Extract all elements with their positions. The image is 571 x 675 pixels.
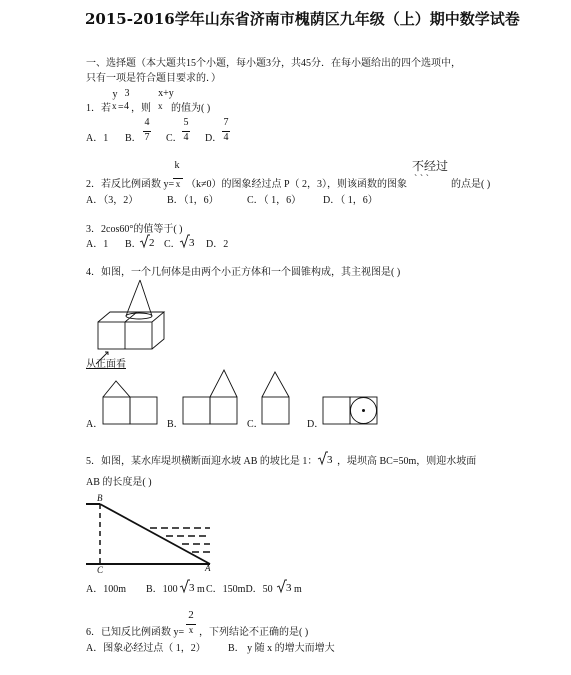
q6-frac-den: x [186, 624, 196, 635]
q2-option-d: D．（ 1，6） [323, 195, 378, 206]
q6-frac-num: 2 [188, 609, 194, 621]
q4-option-d: D． [307, 419, 325, 430]
q1-option-b-den: 7 [144, 132, 150, 143]
q4-option-a: A． [86, 419, 104, 430]
q2-k-num: k [174, 160, 180, 171]
q1-eq: = [118, 102, 124, 113]
q4-option-a-figure [100, 368, 160, 428]
q2-option-c: C．（ 1，6） [247, 195, 302, 206]
q4-option-c: C． [247, 419, 264, 430]
q5-dam-figure [86, 500, 236, 570]
section-heading-line2: 只有一项是符合题目要求的．） [86, 73, 221, 84]
q1-frac-xy-den: x [158, 101, 163, 111]
q2-stem-b: （k≠0）的图象经过点 P（ 2，3），则该函数的图象 [186, 179, 408, 190]
q4-view-label: 从正面看 [86, 359, 126, 370]
q5-option-b: B．100 [146, 584, 178, 595]
q1-option-d-den: 4 [223, 132, 229, 143]
q4-stem: 4．如图，一个几何体是由两个小正方体和一个圆锥构成，其主视图是( ) [86, 267, 401, 278]
q1-frac-y-den: x [112, 101, 117, 111]
q2-option-a: A．（3，2） [86, 195, 139, 206]
q3-option-d: D．2 [206, 239, 229, 250]
q4-option-b: B． [167, 419, 184, 430]
q5-option-c-d: C．150mD．50 [206, 584, 273, 595]
q5-label-c: C [97, 565, 104, 575]
q3-option-b-value: 2 [149, 237, 155, 249]
q1-option-c-num: 5 [183, 117, 189, 128]
q5-b-unit: m [197, 584, 205, 595]
q3-option-a: A．1 [86, 239, 109, 250]
q1-frac-y-num: y [112, 89, 118, 100]
q1-option-d: D． [205, 133, 223, 144]
q5-sqrt-value: 3 [327, 454, 333, 466]
q5-option-a: A．100m [86, 584, 126, 595]
q6-option-a: A．图象必经过点（ 1，2） [86, 643, 206, 654]
q5-stem-line2: AB 的长度是( ) [86, 477, 152, 488]
q1-option-b: B． [125, 133, 142, 144]
q2-k-den: x [173, 178, 183, 189]
q5-label-a: A [205, 563, 211, 573]
section-heading: 一、选择题（本大题共15个小题，每小题3分，共45分．在每小题给出的四个选项中， [86, 58, 461, 69]
q5-stem-a: 5．如图，某水库堤坝横断面迎水坡 AB 的坡比是 1： [86, 456, 318, 467]
q1-stem-a: 1．若 [86, 103, 111, 114]
q5-d-sqrt-value: 3 [286, 582, 292, 594]
q2-option-b: B．（1，6） [167, 195, 219, 206]
q5-b-sqrt-value: 3 [189, 582, 195, 594]
q5-label-b: B [97, 493, 103, 503]
q3-option-c-value: 3 [189, 237, 195, 249]
q2-stem-c: 的点是( ) [451, 179, 491, 190]
q1-option-d-num: 7 [223, 117, 229, 128]
q6-stem-a: 6．已知反比例函数 y= [86, 627, 185, 638]
q6-option-b: B． y 随 x 的增大而增大 [228, 643, 335, 654]
q2-dots: ˋ ˋ ˋ [414, 174, 429, 185]
q3-stem: 3．2cos60°的值等于( ) [86, 224, 183, 235]
q5-stem-b: ，堤坝高 BC=50m，则迎水坡面 [337, 456, 477, 467]
page-title: 2015-2016学年山东省济南市槐荫区九年级（上）期中数学试卷 [85, 10, 520, 28]
q4-option-c-figure [259, 368, 299, 428]
q1-option-c: C． [166, 133, 183, 144]
q4-option-d-figure [320, 394, 380, 434]
q4-option-b-figure [180, 368, 240, 428]
q6-stem-b: ，下列结论不正确的是( ) [199, 627, 309, 638]
q3-option-c: C． [164, 239, 181, 250]
q1-frac-34-den: 4 [124, 101, 129, 112]
q5-d-unit: m [294, 584, 302, 595]
q1-frac-xy-num: x+y [158, 88, 174, 99]
q1-stem-b: ，则 [131, 103, 151, 114]
q3-option-b: B． [125, 239, 142, 250]
q1-stem-c: 的值为( ) [171, 103, 211, 114]
q1-option-a: A．1 [86, 133, 109, 144]
q1-option-c-den: 4 [183, 132, 189, 143]
q2-note-bujingguo: 不经过 [412, 159, 449, 173]
q1-option-b-num: 4 [144, 117, 150, 128]
q1-frac-34-num: 3 [124, 88, 130, 99]
q2-stem-a: 2．若反比例函数 y= [86, 179, 175, 190]
